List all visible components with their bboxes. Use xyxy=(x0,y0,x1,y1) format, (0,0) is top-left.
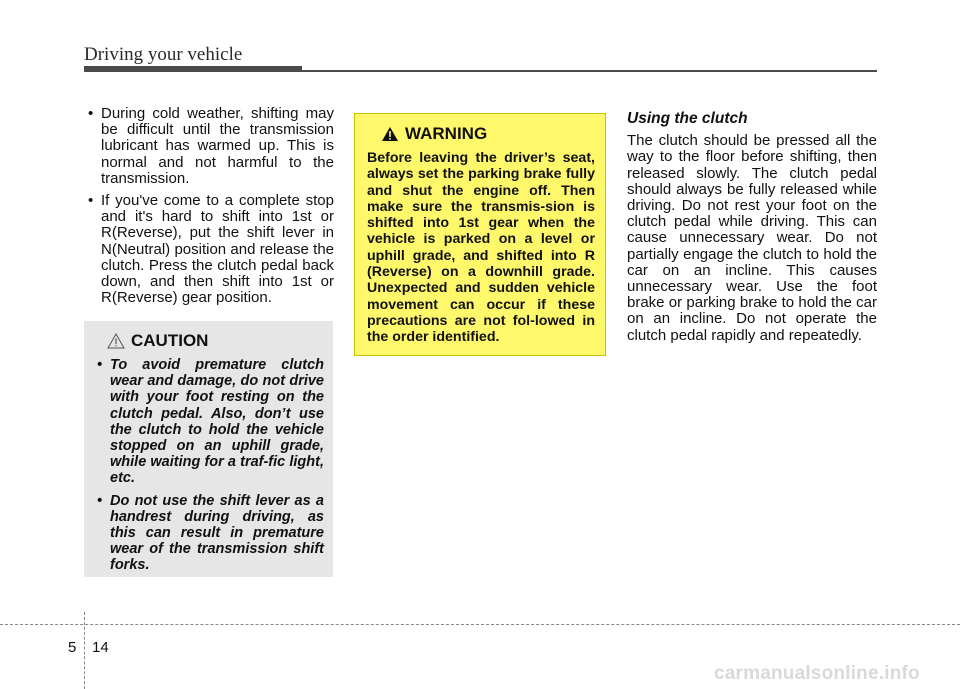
left-column xyxy=(84,106,334,312)
list-item xyxy=(84,193,334,306)
caution-text: To avoid premature clutch wear and damage, do not drive with your foot resting on the clutch pedal. Also, don’t use the clutch to hold the vehicle stopped on an uphill grade, while waiting for a traf-fic light, etc. xyxy=(110,357,324,487)
warning-heading-text: WARNING xyxy=(405,124,488,143)
warning-heading xyxy=(381,124,595,144)
bullet-dot-icon: • xyxy=(88,192,94,210)
caution-box xyxy=(84,321,333,577)
footer-rule xyxy=(0,624,960,625)
page-header-title: Driving your vehicle xyxy=(84,44,243,65)
section-body: The clutch should be pressed all the way to the floor before shifting, then released slowly. The clutch pedal should always be fully released while driving. Do not rest your foot on the clutch pedal while driving. This can cause unnecessary wear. Do not partially engage the clutch to hold the car on an incline. This causes unnecessary wear. Use the foot brake or parking brake to hold the car on an incline. Do not operate the clutch pedal rapidly and repeatedly. xyxy=(627,132,877,344)
header-rule-thin xyxy=(302,70,877,72)
section-title: Using the clutch xyxy=(627,110,748,127)
right-column xyxy=(627,111,877,344)
bullet-list xyxy=(84,106,334,306)
caution-heading-text: CAUTION xyxy=(131,331,209,350)
list-item xyxy=(84,106,334,187)
page-number: 14 xyxy=(92,639,109,656)
caution-list xyxy=(93,357,324,574)
caution-heading xyxy=(107,331,324,351)
bullet-dot-icon: • xyxy=(97,492,103,509)
watermark: carmanualsonline.info xyxy=(714,663,920,684)
bullet-dot-icon: • xyxy=(88,105,94,122)
chapter-number: 5 xyxy=(68,639,77,656)
caution-text: Do not use the shift lever as a handrest during driving, as this can result in premature wear of the transmission shift forks. xyxy=(110,492,324,574)
warning-triangle-outline-icon xyxy=(107,333,125,349)
list-item xyxy=(93,357,324,487)
bullet-text: During cold weather, shifting may be difficult until the transmission lubricant has warmed up. This is normal and not harmful to the transmission. xyxy=(101,105,334,187)
warning-box xyxy=(354,113,606,356)
list-item xyxy=(93,493,324,574)
warning-triangle-filled-icon xyxy=(381,126,399,142)
header-rule-thick xyxy=(84,66,302,72)
warning-text: Before leaving the driver’s seat, always set the parking brake fully and shut the engine off. Then make sure the transmis-sion is shifted into 1st gear when the vehicle is parked on a level or uphill grade, and shifted into R (Reverse) on a downhill grade. Unexpected and sudden vehicle movement can occur if these precautions are not fol-lowed in the order identified. xyxy=(367,150,595,346)
bullet-dot-icon: • xyxy=(97,357,103,373)
footer-vertical-rule xyxy=(84,612,85,689)
bullet-text: If you've come to a complete stop and it's hard to shift into 1st or R(Reverse), put the shift lever in N(Neutral) position and release the clutch. Press the clutch pedal back down, and then shift into 1st or R(Reverse) gear position. xyxy=(101,192,334,307)
